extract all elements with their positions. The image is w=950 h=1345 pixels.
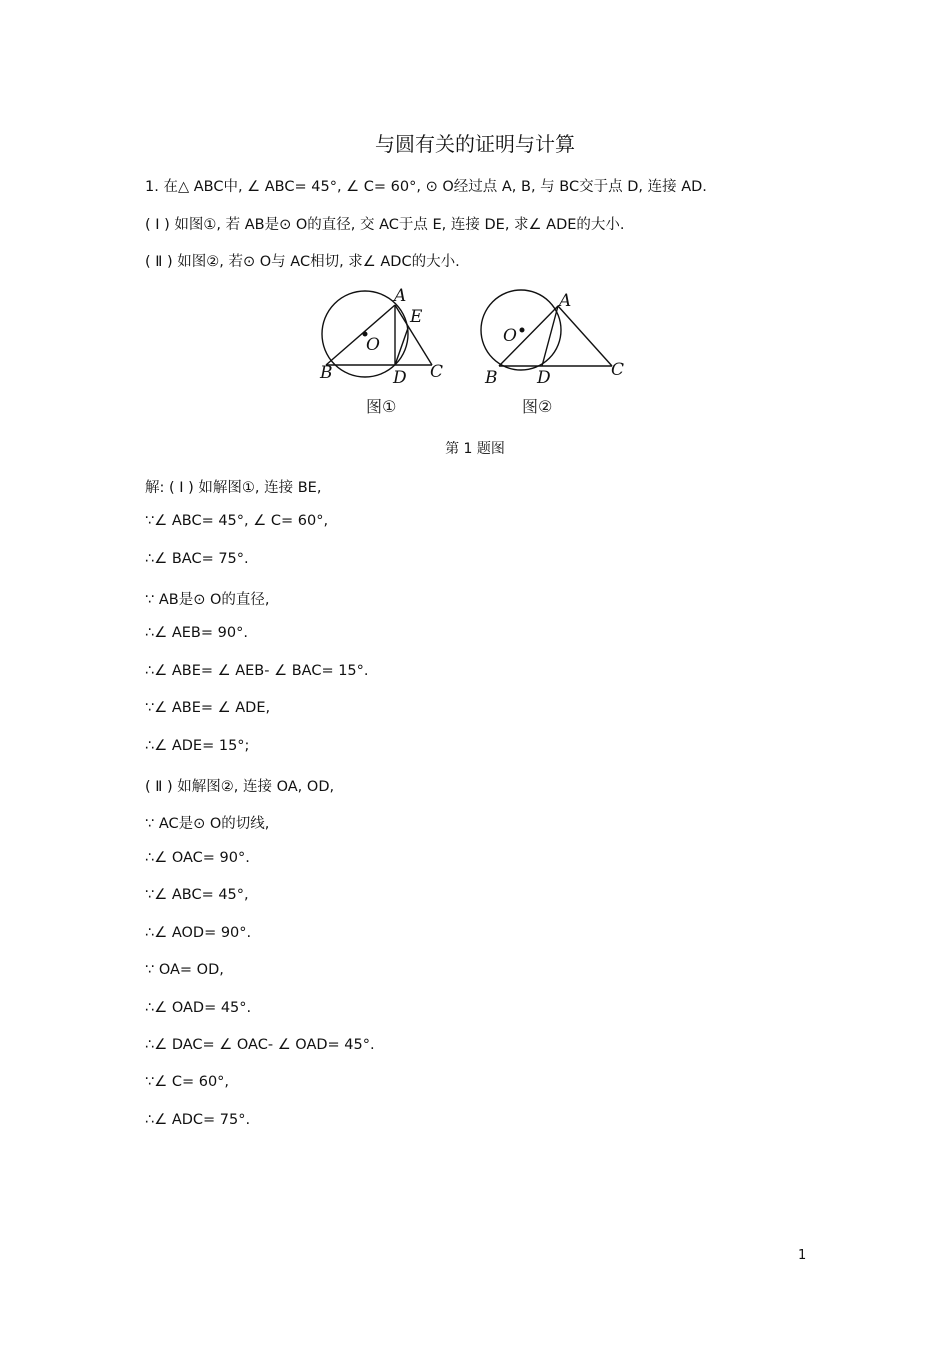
solution-line: ∴∠ OAD= 45°. [145,1000,252,1016]
solution-line: ( Ⅱ ) 如解图②, 连接 OA, OD, [145,779,335,795]
fig2-segment-ac [558,306,612,366]
solution-line: ∵∠ ABE= ∠ ADE, [145,700,271,716]
problem-part-1: ( Ⅰ ) 如图①, 若 AB是⊙ O的直径, 交 AC于点 E, 连接 DE, 求∠ ADE的大小. [145,217,625,233]
geometry-figures-svg [310,282,650,422]
fig1-label-e: E [410,307,423,327]
solution-line: ∵ OA= OD, [145,962,224,978]
fig1-label-d: D [393,368,407,388]
solution-line: ∵∠ ABC= 45°, ∠ C= 60°, [145,513,329,529]
fig2-center-dot [520,328,524,332]
problem-part-2: ( Ⅱ ) 如图②, 若⊙ O与 AC相切, 求∠ ADC的大小. [145,254,460,270]
solution-line: ∴∠ BAC= 75°. [145,551,249,567]
fig1-segment-ab [326,305,395,365]
solution-line: 解: ( Ⅰ ) 如解图①, 连接 BE, [145,480,322,496]
fig1-label-a: A [394,286,407,306]
fig1-label-c: C [430,362,444,382]
solution-line: ∴∠ AEB= 90°. [145,625,248,641]
page-title: 与圆有关的证明与计算 [375,132,575,156]
solution-line: ∵∠ ABC= 45°, [145,887,249,903]
fig1-label-o: O [366,335,380,355]
page-number: 1 [798,1248,807,1263]
figure-1 [322,291,432,377]
solution-line: ∴∠ ADE= 15°; [145,738,250,754]
fig2-label-c: C [611,360,625,380]
fig2-label-o: O [503,326,517,346]
fig1-label-b: B [320,363,333,383]
problem-stem: 1. 在△ ABC中, ∠ ABC= 45°, ∠ C= 60°, ⊙ O经过点 A, B, 与 BC交于点 D, 连接 AD. [145,179,707,195]
solution-line: ∵ AB是⊙ O的直径, [145,592,270,608]
fig2-label-a: A [559,291,572,311]
figure-caption: 第 1 题图 [445,441,505,457]
fig2-caption: 图② [522,397,553,416]
solution-line: ∵∠ C= 60°, [145,1074,230,1090]
solution-line: ∴∠ OAC= 90°. [145,850,250,866]
geometry-figures [310,282,650,422]
solution-line: ∴∠ AOD= 90°. [145,925,252,941]
fig2-label-b: B [485,368,498,388]
fig2-label-d: D [537,368,551,388]
fig1-caption: 图① [366,397,397,416]
solution-line: ∴∠ ABE= ∠ AEB- ∠ BAC= 15°. [145,663,369,679]
solution-line: ∵ AC是⊙ O的切线, [145,816,270,832]
solution-line: ∴∠ ADC= 75°. [145,1112,251,1128]
figure-2 [481,290,612,370]
solution-line: ∴∠ DAC= ∠ OAC- ∠ OAD= 45°. [145,1037,375,1053]
